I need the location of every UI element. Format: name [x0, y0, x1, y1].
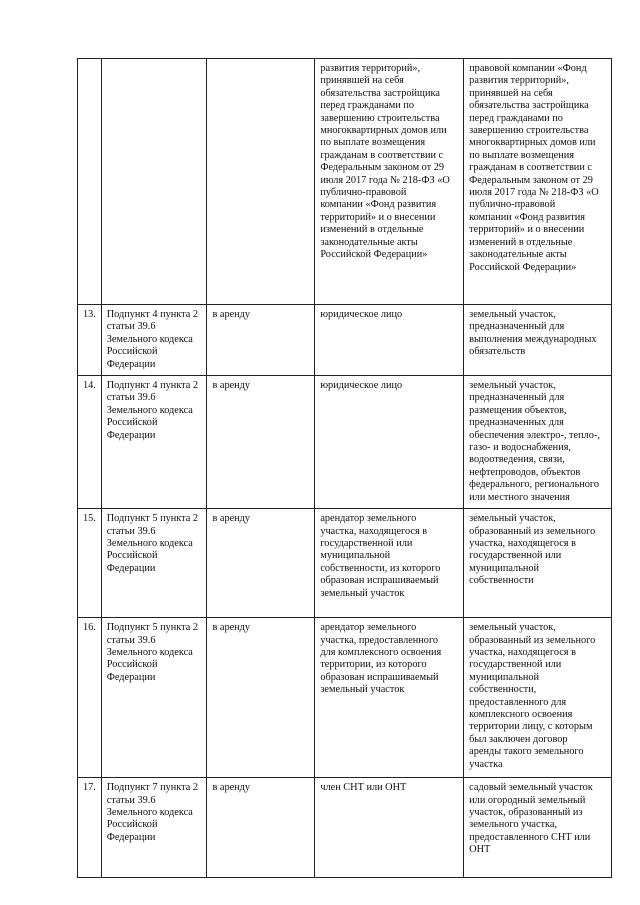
land-plot-line: июля 2017 года № 218-ФЗ «О [469, 187, 599, 199]
table-row [78, 305, 612, 376]
land-plot-line: нефтепроводов, объектов [469, 466, 581, 478]
applicant-line: собственности, из которого [320, 562, 441, 574]
land-plot-line: садовый земельный участок [469, 782, 593, 794]
table-row [78, 778, 612, 878]
legal-basis-line: Подпункт 5 пункта 2 [106, 622, 199, 634]
applicant-line: публично-правовой [320, 187, 407, 199]
applicant-line: член СНТ или ОНТ [320, 782, 407, 794]
land-plot-line: предназначенный для [469, 392, 565, 404]
land-plot-line: многоквартирных домов или [469, 137, 596, 149]
legal-basis-line: Земельного кодекса [106, 537, 193, 549]
applicant-line: территорий» и о внесении [320, 211, 436, 223]
applicant-line: участка, находящегося в [320, 525, 428, 537]
land-plot [464, 305, 612, 376]
legal-basis [101, 618, 207, 778]
applicant-line: по выплате возмещения [320, 137, 426, 149]
applicant-line: участка, предоставленного [320, 634, 439, 646]
land-plot-line: предоставленного СНТ или [469, 831, 591, 843]
table-body [78, 59, 612, 878]
land-plot-line: по выплате возмещения [469, 149, 574, 161]
legal-basis-line: Подпункт 4 пункта 2 [106, 380, 199, 392]
row-number: 14. [78, 376, 102, 509]
land-plot [464, 509, 612, 618]
row-number: 17. [78, 778, 102, 878]
provision-type: в аренду [207, 305, 315, 376]
legal-basis-line: Земельного кодекса [106, 646, 193, 658]
legal-basis [101, 376, 207, 509]
land-plot-line: изменений в отдельные [469, 236, 573, 248]
land-plot [464, 59, 612, 305]
table-row [78, 59, 612, 305]
applicant [315, 618, 464, 778]
legal-basis-line: Подпункт 4 пункта 2 [106, 309, 199, 320]
land-plot-line: образованный из земельного [469, 634, 596, 646]
legal-basis-line: Подпункт 7 пункта 2 [106, 782, 199, 794]
land-plot [464, 376, 612, 509]
legal-basis-line: статьи 39.6 [106, 321, 156, 333]
legal-basis-line: Федерации [106, 671, 156, 683]
applicant-line: Федеральным законом от 29 [320, 162, 445, 174]
applicant-line: компании «Фонд развития [320, 199, 437, 211]
table-row [78, 509, 612, 618]
table-row [78, 376, 612, 509]
applicant-line: территории, из которого [320, 659, 427, 671]
provision-type: в аренду [207, 778, 315, 878]
land-plot-line: предназначенных для [469, 417, 564, 429]
applicant-line: образован испрашиваемый [320, 671, 439, 683]
legal-basis-line: Российской [106, 550, 158, 562]
land-plot-line: образованный из земельного [469, 525, 596, 537]
land-plot-line: земельный участок, [469, 513, 556, 525]
applicant-line: перед гражданами по [320, 100, 414, 112]
land-plot-line: участка, находящегося в [469, 646, 576, 658]
applicant-line: земельный участок [320, 684, 405, 696]
legal-basis-line: Федерации [106, 429, 156, 441]
land-plot-line: участка, находящегося в [469, 537, 576, 549]
legal-basis-line: статьи 39.6 [106, 794, 156, 806]
legal-basis-line: Земельного кодекса [106, 333, 193, 345]
applicant-line: Российской Федерации» [320, 249, 428, 261]
land-plot-line: федерального, регионального [469, 479, 600, 491]
land-plot-line: завершению строительства [469, 125, 589, 137]
land-allocation-table [77, 58, 612, 878]
legal-basis-line: статьи 39.6 [106, 392, 156, 404]
land-plot-line: территорий» и о внесении [469, 224, 585, 236]
applicant-line: юридическое лицо [320, 380, 403, 392]
legal-basis [101, 305, 207, 376]
land-plot-line: собственности, [469, 684, 537, 696]
legal-basis-line: Российской [106, 819, 158, 831]
land-plot-line: земельный участок, [469, 622, 556, 634]
land-plot-line: водоотведения, связи, [469, 454, 565, 466]
applicant-line: законодательные акты [320, 236, 418, 248]
provision-type: в аренду [207, 618, 315, 778]
applicant-line: образован испрашиваемый [320, 575, 439, 587]
land-plot-line: обязательств [469, 346, 526, 358]
land-plot-line: законодательные акты [469, 249, 567, 261]
land-plot-line: газо- и водоснабжения, [469, 442, 572, 454]
provision-type [207, 59, 315, 305]
land-plot-line: публично-правовой [469, 199, 556, 211]
applicant-line: для комплексного освоения [320, 646, 442, 658]
legal-basis-line: Российской [106, 346, 158, 358]
legal-basis-line: статьи 39.6 [106, 525, 156, 537]
legal-basis [101, 778, 207, 878]
legal-basis-line: Федерации [106, 831, 156, 843]
legal-basis-line: Российской [106, 417, 158, 429]
land-plot-line: развития территорий», [469, 75, 569, 87]
land-plot-line: или огородный земельный [469, 794, 586, 806]
applicant-line: государственной или [320, 537, 413, 549]
applicant-line: июля 2017 года № 218-ФЗ «О [320, 174, 450, 186]
land-plot-line: был заключен договор [469, 733, 568, 745]
land-plot-line: компании «Фонд развития [469, 211, 585, 223]
applicant-line: изменений в отдельные [320, 224, 424, 236]
land-plot-line: участка [469, 758, 503, 770]
land-plot-line: муниципальной [469, 562, 540, 574]
row-number [78, 59, 102, 305]
applicant-line: арендатор земельного [320, 622, 417, 634]
applicant-line: юридическое лицо [320, 309, 403, 320]
applicant-line: гражданам в соответствии с [320, 149, 444, 161]
applicant-line: развития территорий», [320, 63, 421, 74]
legal-basis-line: Земельного кодекса [106, 404, 193, 416]
applicant-line: обязательства застройщика [320, 87, 440, 99]
row-number: 15. [78, 509, 102, 618]
land-plot-line: предоставленного для [469, 696, 567, 708]
applicant-line: муниципальной [320, 550, 391, 562]
land-plot-line: гражданам в соответствии с [469, 162, 592, 174]
land-plot-line: аренды такого земельного [469, 746, 584, 758]
land-plot-line: земельного участка, [469, 819, 558, 831]
applicant [315, 59, 464, 305]
land-plot-line: муниципальной [469, 671, 540, 683]
land-plot-line: собственности [469, 575, 534, 587]
legal-basis-line: Российской [106, 659, 158, 671]
land-plot-line: государственной или [469, 659, 562, 671]
provision-type: в аренду [207, 376, 315, 509]
land-plot-line: размещения объектов, [469, 404, 567, 416]
provision-type: в аренду [207, 509, 315, 618]
land-plot-line: земельный участок, [469, 309, 556, 320]
applicant-line: принявшей на себя [320, 75, 404, 87]
land-plot-line: территории лицу, с которым [469, 721, 593, 733]
land-plot-line: земельный участок, [469, 380, 556, 392]
legal-basis [101, 509, 207, 618]
applicant [315, 778, 464, 878]
land-plot [464, 778, 612, 878]
legal-basis-line: статьи 39.6 [106, 634, 156, 646]
land-plot-line: Федеральным законом от 29 [469, 174, 593, 186]
legal-basis-line: Федерации [106, 562, 156, 574]
land-plot-line: предназначенный для [469, 321, 565, 333]
row-number: 16. [78, 618, 102, 778]
legal-basis-line: Федерации [106, 358, 156, 370]
land-plot-line: комплексного освоения [469, 708, 573, 720]
land-plot-line: или местного значения [469, 491, 570, 503]
table-row [78, 618, 612, 778]
applicant [315, 509, 464, 618]
land-plot-line: государственной или [469, 550, 562, 562]
land-plot-line: ОНТ [469, 844, 491, 856]
land-plot-line: участок, образованный из [469, 806, 583, 818]
land-plot-line: принявшей на себя [469, 87, 553, 99]
land-plot [464, 618, 612, 778]
land-plot-line: выполнения международных [469, 333, 597, 345]
row-number: 13. [78, 305, 102, 376]
land-plot-line: правовой компании «Фонд [469, 63, 587, 74]
land-plot-line: обязательства застройщика [469, 100, 589, 112]
applicant-line: завершению строительства [320, 112, 440, 124]
legal-basis-line: Земельного кодекса [106, 806, 193, 818]
applicant-line: многоквартирных домов или [320, 125, 447, 137]
legal-basis [101, 59, 207, 305]
land-plot-line: перед гражданами по [469, 112, 563, 124]
applicant-line: арендатор земельного [320, 513, 417, 525]
applicant-line: земельный участок [320, 587, 405, 599]
land-plot-line: Российской Федерации» [469, 261, 577, 273]
applicant [315, 305, 464, 376]
land-plot-line: обеспечения электро-, тепло-, [469, 429, 600, 441]
legal-basis-line: Подпункт 5 пункта 2 [106, 513, 199, 525]
applicant [315, 376, 464, 509]
